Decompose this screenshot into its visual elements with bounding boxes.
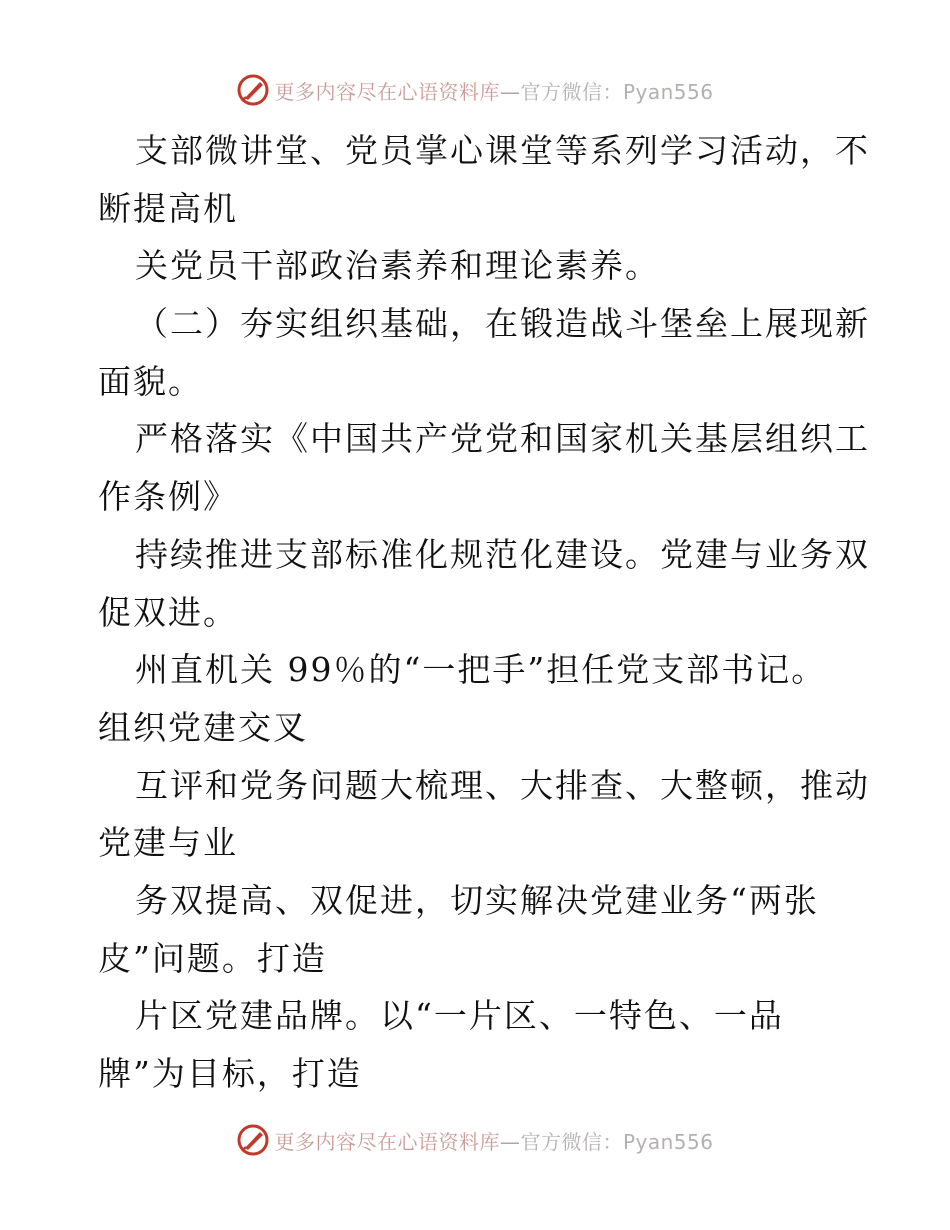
text-line: 断提高机 xyxy=(98,188,238,228)
text-line: 片区党建品牌。以“一片区、一特色、一品 xyxy=(135,996,784,1036)
text-line: （二）夯实组织基础，在锻造战斗堡垒上展现新 xyxy=(135,304,870,344)
watermark-separator: — xyxy=(499,1129,521,1154)
header-watermark xyxy=(0,70,950,110)
text-line: 持续推进支部标准化规范化建设。党建与业务双 xyxy=(135,534,870,574)
text-line: 牌”为目标，打造 xyxy=(98,1054,362,1093)
watermark-separator: — xyxy=(499,79,521,104)
text-line: 党建与业 xyxy=(98,823,238,863)
text-line: 面貌。 xyxy=(98,361,203,401)
watermark-contact: 官方微信：Pyan556 xyxy=(520,1129,714,1154)
text-line: 互评和党务问题大梳理、大排查、大整顿，推动 xyxy=(135,765,870,805)
text-line: 州直机关 99％的“一把手”担任党支部书记。 xyxy=(135,650,827,690)
text-line: 作条例》 xyxy=(98,477,238,517)
watermark-text xyxy=(274,76,713,105)
watermark-text xyxy=(274,1126,713,1155)
text-line: 关党员干部政治素养和理论素养。 xyxy=(135,246,660,286)
text-line: 皮”问题。打造 xyxy=(98,938,327,978)
text-line: 支部微讲堂、党员掌心课堂等系列学习活动，不 xyxy=(135,131,870,170)
watermark-site: 更多内容尽在心语资料库 xyxy=(274,1129,500,1154)
text-line: 务双提高、双促进，切实解决党建业务“两张 xyxy=(135,880,819,920)
footer-watermark xyxy=(0,1120,950,1160)
watermark-site: 更多内容尽在心语资料库 xyxy=(274,79,500,104)
document-body xyxy=(98,122,870,1103)
quill-logo-icon xyxy=(236,73,270,107)
quill-logo-icon xyxy=(236,1123,270,1157)
text-line: 严格落实《中国共产党党和国家机关基层组织工 xyxy=(135,419,870,459)
text-line: 促双进。 xyxy=(98,592,238,632)
text-line: 组织党建交叉 xyxy=(98,707,308,747)
watermark-contact: 官方微信：Pyan556 xyxy=(520,79,714,104)
